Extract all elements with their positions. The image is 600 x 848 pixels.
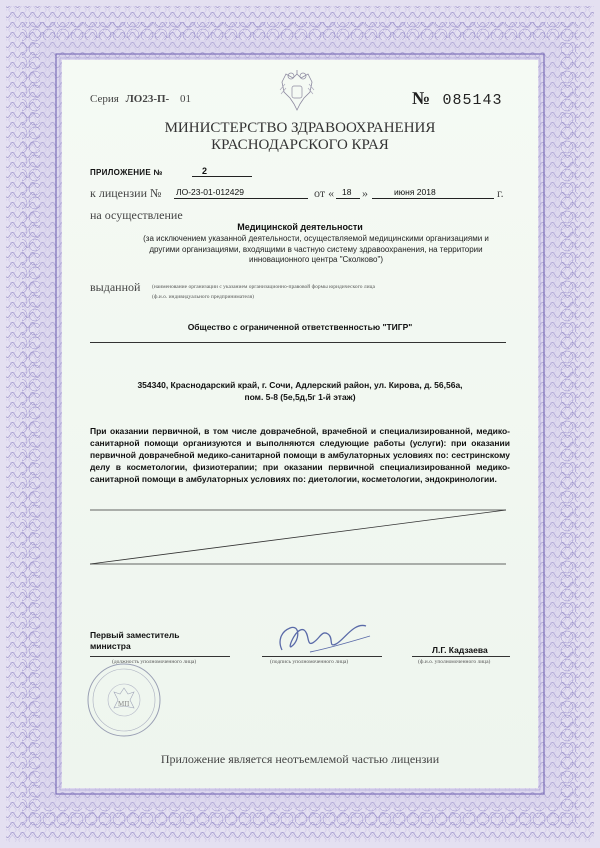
appendix-value-line: [192, 166, 252, 177]
org-underline: [90, 342, 506, 343]
number-sign: №: [412, 88, 431, 108]
appendix-number: 2: [202, 166, 208, 176]
license-number: ЛО-23-01-012429: [176, 187, 244, 197]
license-day-line: [336, 186, 360, 199]
signatory-position-line-2: министра: [90, 641, 131, 651]
authority-line-1: МИНИСТЕРСТВО ЗДРАВООХРАНЕНИЯ: [164, 120, 436, 136]
services-text: При оказании первичной, в том числе доврачебной, врачебной и специализированной, медико-санитарной помощи организуются и выполняются следующие работы (услуги): при оказании первичной доврачебной медико-санитарной помощи в амбулаторных условиях по: сестринскому делу в косметологии, физиотерапии; при оказании первичной специализированной медико-санитарной помощи в амбулаторных условиях по: диетологии, косметологии, эндокринологии.: [90, 426, 510, 484]
issued-label: выданной: [90, 280, 141, 294]
caption-position: (должность уполномоченного лица): [112, 659, 197, 665]
authority-line-2: КРАСНОДАРСКОГО КРАЯ: [211, 137, 389, 153]
activity-title: Медицинской деятельности: [237, 222, 363, 232]
blank-space-strike: [90, 500, 510, 575]
license-number-line: [174, 186, 308, 199]
caption-signature: (подпись уполномоченного лица): [270, 659, 349, 665]
license-day: 18: [342, 187, 352, 197]
series-label: Серия: [90, 93, 119, 105]
name-underline: [412, 656, 510, 657]
appendix-label: ПРИЛОЖЕНИЕ №: [90, 168, 163, 177]
license-year-suffix: г.: [497, 186, 504, 200]
series-value: ЛО23-П-: [125, 93, 170, 105]
footer-note: Приложение является неотъемлемой частью лицензии: [160, 752, 440, 766]
signature-icon: [270, 612, 380, 662]
caption-name: (ф.и.о. уполномоченного лица): [418, 659, 491, 665]
license-month-year: июня 2018: [394, 187, 436, 197]
address-line-1: 354340, Краснодарский край, г. Сочи, Адлерский район, ул. Кирова, д. 56,56а,: [137, 380, 463, 390]
series-suffix: 01: [179, 93, 191, 105]
license-day-close: »: [362, 186, 368, 200]
issued-caption-2: (ф.и.о. индивидуального предпринимателя): [152, 294, 254, 300]
seal-mark: МП: [118, 700, 130, 708]
license-prefix: к лицензии №: [90, 186, 162, 200]
issued-caption-1: (наименование организации с указанием организационно-правовой формы юридического лица: [152, 284, 375, 290]
signature-underline: [262, 656, 382, 657]
organization-name: Общество с ограниченной ответственностью "ТИГР": [187, 322, 413, 332]
signatory-position-line-1: Первый заместитель: [90, 630, 180, 640]
signatory-name: Л.Г. Кадзаева: [432, 645, 488, 655]
license-month-line: [372, 186, 494, 199]
form-number: 085143: [442, 92, 503, 109]
activity-label: на осуществление: [90, 208, 183, 222]
activity-note: (за исключением указанной деятельности, осуществляемой медицинскими организациями и другими организациями, входящими в частную систему здравоохранения, на территории инновационного центра "Сколково"): [143, 234, 489, 264]
coat-of-arms-icon: [276, 68, 318, 114]
license-date-from: от «: [314, 186, 335, 200]
address-line-2: пом. 5-8 (5е,5д,5г 1-й этаж): [244, 391, 356, 402]
position-underline: [90, 656, 230, 657]
